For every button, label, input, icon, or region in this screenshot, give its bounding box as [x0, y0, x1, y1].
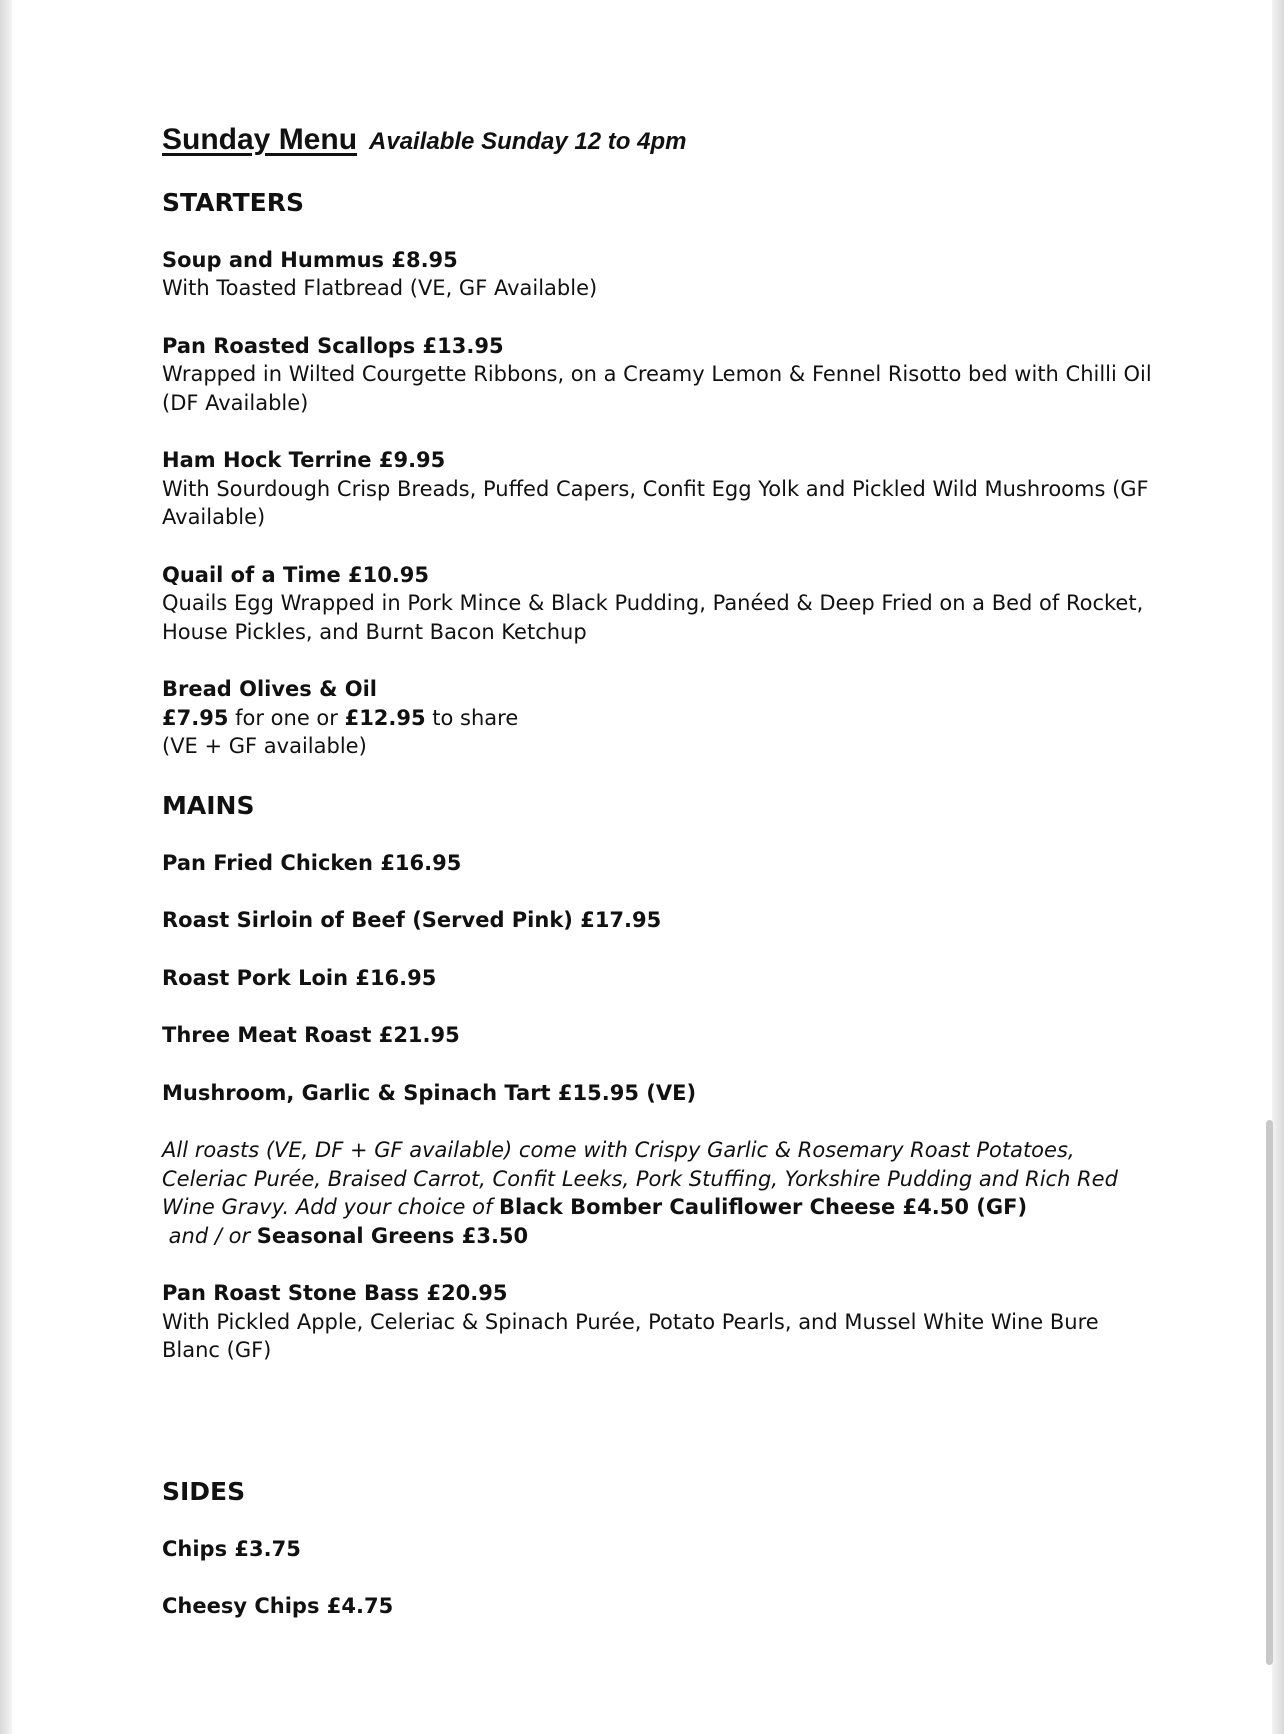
- menu-item: [162, 246, 1162, 303]
- item-name: Pan Roasted Scallops £13.95: [162, 333, 504, 358]
- item-name: Roast Sirloin of Beef (Served Pink) £17.95: [162, 908, 662, 932]
- availability-note: Available Sunday 12 to 4pm: [369, 128, 687, 155]
- item-name: Three Meat Roast £21.95: [162, 1023, 460, 1047]
- item-name: Bread Olives & Oil: [162, 677, 377, 701]
- item-name: Chips £3.75: [162, 1536, 301, 1561]
- dietary-note: (VE + GF available): [162, 734, 367, 758]
- item-name: Pan Fried Chicken £16.95: [162, 850, 462, 875]
- item-name: Mushroom, Garlic & Spinach Tart £15.95 (VE): [162, 1080, 697, 1105]
- bread-pricing: [162, 704, 1162, 733]
- title-row: [162, 123, 1162, 157]
- item-description: With Toasted Flatbread (VE, GF Available): [162, 276, 598, 300]
- roasts-note: [162, 1136, 1162, 1250]
- vertical-scrollbar[interactable]: [1266, 1120, 1273, 1665]
- price-share: £12.95: [344, 705, 426, 730]
- page-edge-left: [0, 0, 12, 1734]
- page-title: Sunday Menu: [162, 123, 358, 156]
- roasts-intro: All roasts (VE, DF + GF available) come with Crispy Garlic & Rosemary Roast Potatoes, Celeriac Purée, Braised Carrot, Confit Leeks, Pork Stuffing, Yorkshire Pudding and Rich Red Wine Gravy. Add your choice of: [162, 1138, 1118, 1219]
- to-share-text: to share: [425, 705, 519, 730]
- menu-item: [162, 446, 1162, 532]
- menu-item: [162, 849, 1162, 878]
- menu-item: [162, 1079, 1162, 1108]
- menu-item: [162, 906, 1162, 935]
- menu-item: [162, 561, 1162, 647]
- roasts-joiner: and / or: [162, 1223, 257, 1248]
- item-description: Wrapped in Wilted Courgette Ribbons, on a Creamy Lemon & Fennel Risotto bed with Chilli Oil (DF Available): [162, 362, 1152, 415]
- item-description: With Pickled Apple, Celeriac & Spinach Purée, Potato Pearls, and Mussel White Wine Bure Blanc (GF): [162, 1309, 1099, 1362]
- menu-item: [162, 332, 1162, 418]
- menu-item-bread: [162, 675, 1162, 761]
- price-one: £7.95: [162, 705, 229, 730]
- menu-document: [162, 123, 1162, 1650]
- item-name: Soup and Hummus £8.95: [162, 247, 458, 272]
- menu-item: [162, 1279, 1162, 1365]
- item-name: Ham Hock Terrine £9.95: [162, 448, 446, 472]
- mains-heading: MAINS: [162, 790, 255, 820]
- item-description: With Sourdough Crisp Breads, Puffed Capers, Confit Egg Yolk and Pickled Wild Mushrooms (GF Available): [162, 476, 1149, 529]
- menu-item: [162, 1021, 1162, 1050]
- item-name: Roast Pork Loin £16.95: [162, 965, 437, 990]
- item-name: Pan Roast Stone Bass £20.95: [162, 1281, 508, 1305]
- page-edge-right: [1272, 0, 1284, 1734]
- sides-heading: SIDES: [162, 1476, 246, 1506]
- roasts-extra-cauliflower: Black Bomber Cauliflower Cheese £4.50 (GF): [499, 1195, 1028, 1219]
- spacer: [162, 1394, 1162, 1476]
- menu-item: [162, 1592, 1162, 1621]
- roasts-extra-greens: Seasonal Greens £3.50: [256, 1223, 529, 1248]
- for-one-text: for one or: [228, 705, 345, 730]
- item-name: Quail of a Time £10.95: [162, 562, 430, 587]
- menu-item: [162, 1535, 1162, 1564]
- menu-item: [162, 964, 1162, 993]
- item-description: Quails Egg Wrapped in Pork Mince & Black Pudding, Panéed & Deep Fried on a Bed of Rocket, House Pickles, and Burnt Bacon Ketchup: [162, 591, 1144, 644]
- starters-heading: STARTERS: [162, 187, 304, 217]
- item-name: Cheesy Chips £4.75: [162, 1594, 394, 1618]
